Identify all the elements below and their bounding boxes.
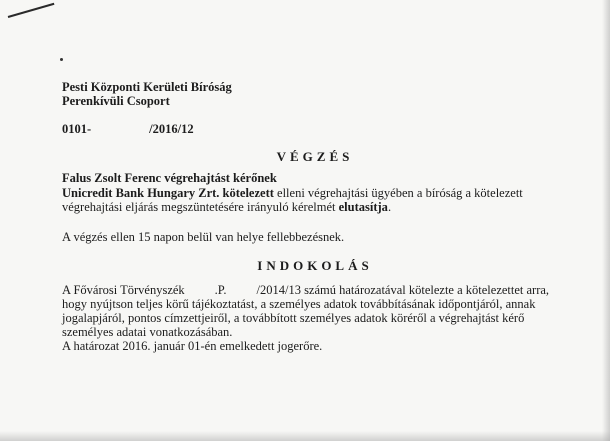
reasoning-title: INDOKOLÁS	[257, 258, 373, 273]
decision-line-start: végrehajtási eljárás megszüntetésére irányuló kérelmét	[62, 200, 336, 214]
reasoning-line-1	[62, 283, 549, 298]
appeal-notice: A végzés ellen 15 napon belül van helye fellebbezésnek.	[62, 230, 345, 244]
reasoning-line-2: hogy nyújtson teljes körű tájékoztatást, a személyes adatok továbbításának időpontjáról, annak	[62, 297, 536, 311]
reasoning-line-1-rest: /2014/13 számú határozatával kötelezte a kötelezettet arra,	[256, 283, 550, 297]
obligor-name: Unicredit Bank Hungary Zrt.	[62, 186, 220, 200]
reasoning-line-4: személyes adatai vonatkozásában.	[62, 325, 233, 339]
reasoning-line-5: A határozat 2016. január 01-én emelkedett jogerőre.	[62, 339, 323, 353]
court-department: Perenkívüli Csoport	[62, 94, 170, 108]
decision-verdict: elutasítja	[338, 200, 388, 214]
scan-shadow-right	[602, 0, 610, 441]
court-name: Pesti Központi Kerületi Bíróság	[62, 80, 232, 94]
reasoning-line-3: jogalapjáról, pontos címzettjeiről, a továbbított személyes adatok köréről a végrehajtást kérő	[62, 311, 525, 325]
obligor-line-rest: elleni végrehajtási ügyében a bíróság a kötelezett	[277, 186, 523, 200]
reasoning-court: A Fővárosi Törvényszék	[62, 283, 185, 297]
obligor-line	[62, 186, 523, 201]
case-number	[62, 122, 194, 137]
decision-line-end: .	[387, 200, 392, 214]
scan-shadow-bottom	[0, 431, 610, 441]
ink-dot-mark	[60, 58, 63, 61]
decision-line	[62, 200, 391, 215]
obligor-role: kötelezett	[222, 186, 274, 200]
reasoning-case-type: .P.	[214, 283, 227, 297]
document-title: VÉGZÉS	[276, 149, 354, 164]
case-number-prefix: 0101-	[62, 122, 92, 136]
case-number-suffix: /2016/12	[149, 122, 194, 136]
pen-stroke-mark	[8, 3, 55, 18]
applicant-line: Falus Zsolt Ferenc végrehajtást kérőnek	[62, 171, 277, 185]
